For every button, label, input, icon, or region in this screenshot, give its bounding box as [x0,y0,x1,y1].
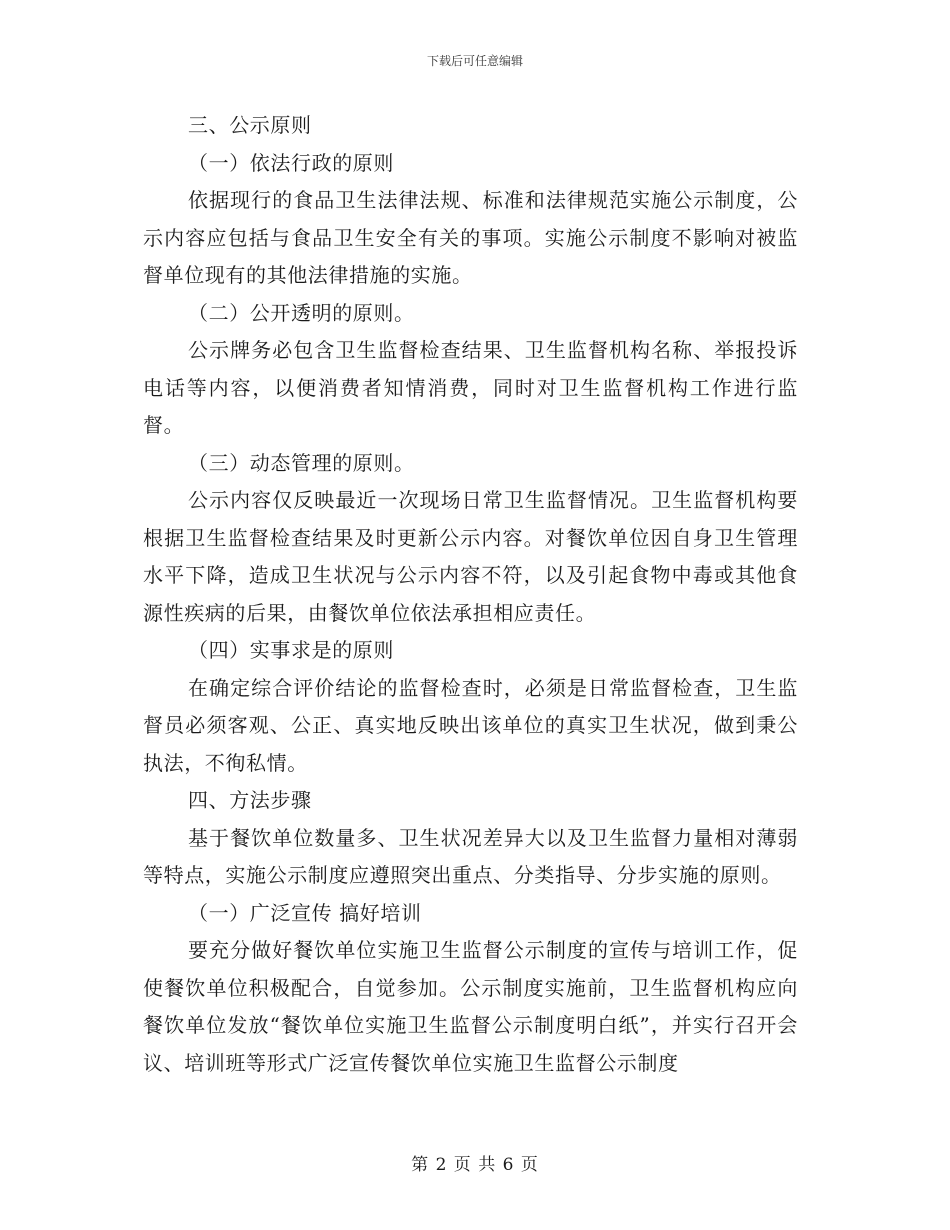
section-heading-methods: 四、方法步骤 [188,788,312,812]
paragraph-publicity-training: 要充分做好餐饮单位实施卫生监督公示制度的宣传与培训工作，促使餐饮单位积极配合，自觉参加。公示制度实施前，卫生监督机构应向餐饮单位发放“餐饮单位实施卫生监督公示制度明白纸”，并实行召开会议、培训班等形式广泛宣传餐饮单位实施卫生监督公示制度 [143,938,798,1075]
section-heading-principles: 三、公示原则 [188,113,312,137]
subheading-legal-administration: （一）依法行政的原则 [188,150,394,175]
page-header: 下载后可任意编辑 [426,54,523,68]
document-body [143,107,798,1082]
page-footer: 第 2 页 共 6 页 [411,1155,539,1175]
paragraph-transparency: 公示牌务必包含卫生监督检查结果、卫生监督机构名称、举报投诉电话等内容，以便消费者知情消费，同时对卫生监督机构工作进行监督。 [143,338,798,437]
paragraph-dynamic-management: 公示内容仅反映最近一次现场日常卫生监督情况。卫生监督机构要根据卫生监督检查结果及时更新公示内容。对餐饮单位因自身卫生管理水平下降，造成卫生状况与公示内容不符，以及引起食物中毒或其他食源性疾病的后果，由餐饮单位依法承担相应责任。 [143,488,798,625]
paragraph-legal-administration: 依据现行的食品卫生法律法规、标准和法律规范实施公示制度，公示内容应包括与食品卫生安全有关的事项。实施公示制度不影响对被监督单位现有的其他法律措施的实施。 [143,188,798,287]
subheading-dynamic-management: （三）动态管理的原则。 [188,450,415,475]
subheading-transparency: （二）公开透明的原则。 [188,300,415,325]
subheading-publicity-training: （一）广泛宣传 搞好培训 [188,900,422,925]
paragraph-factual: 在确定综合评价结论的监督检查时，必须是日常监督检查，卫生监督员必须客观、公正、真实地反映出该单位的真实卫生状况，做到秉公执法，不徇私情。 [143,675,798,775]
paragraph-methods: 基于餐饮单位数量多、卫生状况差异大以及卫生监督力量相对薄弱等特点，实施公示制度应遵照突出重点、分类指导、分步实施的原则。 [143,825,798,887]
subheading-factual: （四）实事求是的原则 [188,638,394,662]
